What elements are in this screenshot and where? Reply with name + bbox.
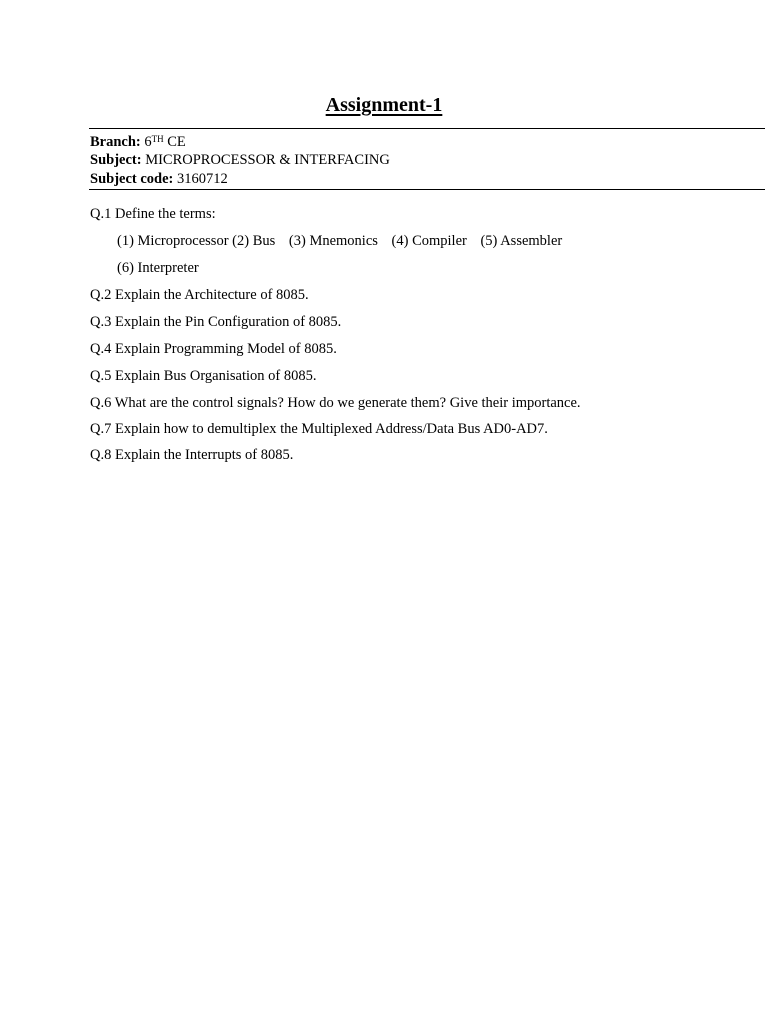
question-7: Q.7 Explain how to demultiplex the Multiplexed Address/Data Bus AD0-AD7.: [90, 421, 548, 437]
subject-code-value: 3160712: [177, 171, 228, 187]
question-1-terms-line-1: [117, 232, 562, 250]
branch-label: Branch:: [90, 134, 141, 150]
subject-line: [90, 151, 390, 169]
branch-line: [90, 133, 186, 151]
question-1-terms-line-2: [117, 259, 199, 277]
term-bus: (2) Bus: [232, 233, 276, 249]
term-interpreter: (6) Interpreter: [117, 260, 199, 276]
subject-value: MICROPROCESSOR & INTERFACING: [145, 152, 390, 168]
header-top-rule: [89, 128, 765, 129]
term-microprocessor: (1) Microprocessor: [117, 233, 229, 249]
question-8: Q.8 Explain the Interrupts of 8085.: [90, 447, 294, 463]
term-assembler: (5) Assembler: [480, 233, 563, 249]
term-compiler: (4) Compiler: [391, 233, 467, 249]
page-title: Assignment-1: [325, 94, 443, 116]
question-6: Q.6 What are the control signals? How do we generate them? Give their importance.: [90, 395, 581, 411]
question-3: Q.3 Explain the Pin Configuration of 8085.: [90, 314, 342, 330]
subject-label: Subject:: [90, 152, 142, 168]
branch-value-number: 6: [144, 134, 152, 150]
subject-code-line: [90, 170, 228, 188]
header-bottom-rule: [89, 189, 765, 190]
question-5: Q.5 Explain Bus Organisation of 8085.: [90, 368, 317, 384]
subject-code-label: Subject code:: [90, 171, 174, 187]
branch-value-rest: CE: [167, 134, 186, 150]
term-mnemonics: (3) Mnemonics: [288, 233, 378, 249]
question-4: Q.4 Explain Programming Model of 8085.: [90, 341, 337, 357]
question-2: Q.2 Explain the Architecture of 8085.: [90, 287, 309, 303]
question-1: Q.1 Define the terms:: [90, 206, 216, 222]
branch-value-superscript: TH: [151, 134, 164, 144]
